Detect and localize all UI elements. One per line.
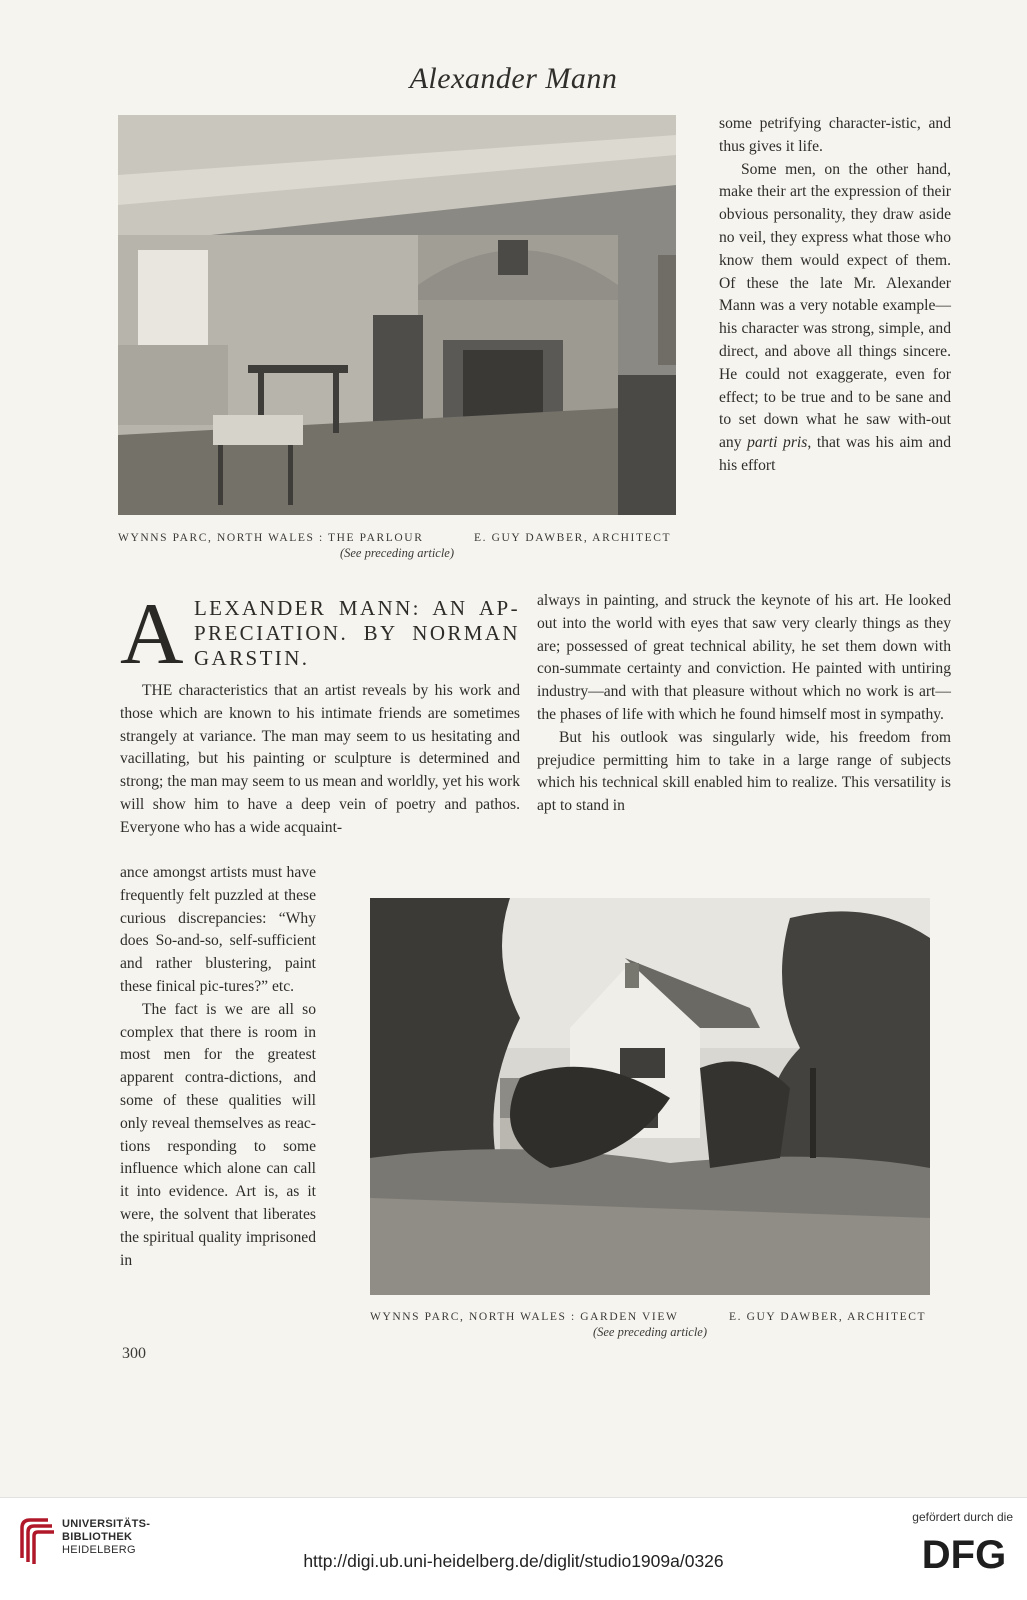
page-number: 300 (122, 1345, 146, 1362)
parlour-caption-architect: E. GUY DAWBER, ARCHITECT (474, 532, 672, 544)
digital-copy-url-link[interactable]: http://digi.ub.uni-heidelberg.de/diglit/studio1909a/0326 (303, 1551, 724, 1571)
paragraph-part: , that was his aim and his effort (719, 434, 951, 474)
right-column-main-text (537, 590, 951, 818)
article-heading-text: LEXANDER MANN: AN AP-PRECIATION. BY NORMAN GARSTIN. (193, 596, 520, 670)
paragraph: always in painting, and struck the keynote of his art. He looked out into the world with eyes that saw very clearly things as they are; possessed of great technical ability, he set them down with con-summate certainty and conviction. He painted with untiring industry—and with that pleasure without which no work is art—the phases of life with which he found himself most in sympathy. (537, 592, 951, 723)
sponsor-label: gefördert durch die (912, 1510, 1013, 1524)
garden-view-photo (370, 898, 930, 1295)
paragraph: But his outlook was singularly wide, his freedom from prejudice permitting him to take in a large range of subjects which his technical skill enabled him to realize. This versatility is apt to stand in (537, 728, 951, 815)
right-column-top-text (719, 113, 951, 478)
parlour-photo-illustration (118, 115, 676, 515)
dfg-logo-text: DFG (921, 1533, 1007, 1574)
garden-caption-location: WYNNS PARC, NORTH WALES : GARDEN VIEW (370, 1311, 679, 1323)
dfg-logo-icon (915, 1530, 1013, 1574)
garden-caption-architect: E. GUY DAWBER, ARCHITECT (729, 1311, 927, 1323)
parlour-photo (118, 115, 676, 515)
left-column-main-text (120, 680, 520, 840)
parlour-caption-location: WYNNS PARC, NORTH WALES : THE PARLOUR (118, 532, 424, 544)
paragraph: ance amongst artists must have frequently felt puzzled at these curious discrepancies: “Why does So-and-so, self-sufficient and rather blustering, paint these finical pic-tures?” etc. (120, 864, 316, 995)
digitization-footer (0, 1497, 1027, 1600)
paragraph: some petrifying character-istic, and thus gives it life. (719, 115, 951, 155)
paragraph (719, 159, 951, 478)
parlour-caption-note: (See preceding article) (339, 546, 455, 560)
library-name-line: UNIVERSITÄTS- (62, 1518, 151, 1530)
drop-cap: A (120, 586, 186, 683)
left-column-narrow-text (120, 862, 316, 1272)
article-heading (120, 586, 520, 683)
paragraph: THE characteristics that an artist reveals by his work and those which are known to his intimate friends are sometimes strangely at variance. The man may seem to us hesitating and vacillating, but his painting or sculpture is determined and strong; the man may seem to us mean and worldly, yet his work will show him to have a deep vein of poetry and pathos. Everyone who has a wide acquaint- (120, 682, 520, 836)
italic-phrase: parti pris (747, 434, 808, 452)
paragraph: The fact is we are all so complex that there is room in most men for the greatest apparent contra-dictions, and some of these qualities will only reveal themselves as reac-tions responding to some influence which alone can call it into evidence. Art is, as it were, the solvent that liberates the spiritual quality imprisoned in (120, 1000, 316, 1269)
running-title: Alexander Mann (409, 62, 618, 95)
library-name-line: BIBLIOTHEK (62, 1531, 133, 1543)
garden-caption-note: (See preceding article) (592, 1325, 708, 1339)
garden-view-photo-illustration (370, 898, 930, 1295)
library-name-line: HEIDELBERG (62, 1544, 136, 1556)
paragraph-part: Some men, on the other hand, make their art the expression of their obvious personality, they draw aside no veil, they express what those who know them would expect of them. Of these the late Mr. Alexander Mann was a very notable example—his character was strong, simple, and direct, and above all things sincere. He could not exaggerate, even for effect; to be true and to be sane and to set down what he saw with-out any (719, 160, 951, 452)
